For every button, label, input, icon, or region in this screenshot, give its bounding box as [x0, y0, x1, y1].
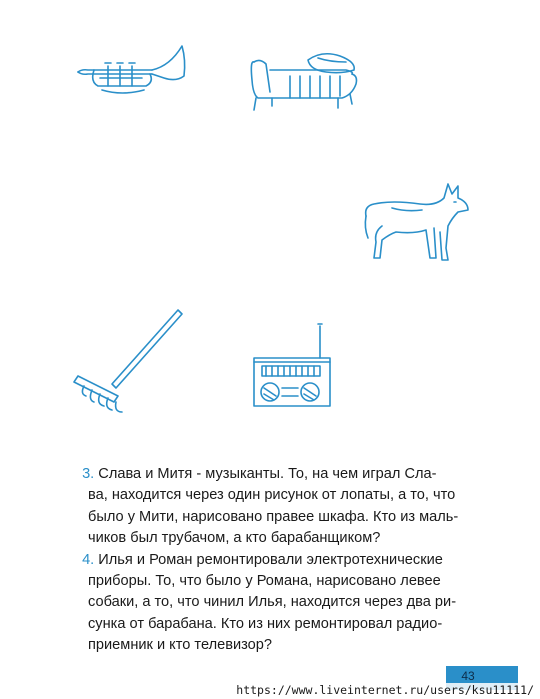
bed-illustration [242, 40, 370, 112]
task-line: собаки, а то, что чинил Илья, находится через два ри- [88, 594, 457, 611]
task-number: 4. [82, 551, 95, 568]
task-4 [78, 550, 508, 657]
tasks-text [78, 464, 508, 657]
task-line: приборы. То, что было у Романа, нарисовано левее [88, 573, 441, 590]
task-line: ва, находится через один рисунок от лопаты, а то, что [88, 487, 456, 504]
watermark-url: https://www.liveinternet.ru/users/ksu11111/ [236, 683, 534, 697]
task-line: сунка от барабана. Кто из них ремонтировал радио- [88, 615, 443, 632]
task-line: чиков был трубачом, а кто барабанщиком? [88, 530, 381, 547]
task-line: 4. Илья и Роман ремонтировали электротехнические [82, 551, 443, 568]
task-line: было у Мити, нарисовано правее шкафа. Кто из маль- [88, 508, 459, 525]
dog-illustration [362, 178, 474, 268]
rake-illustration [70, 306, 186, 418]
rake-icon [70, 306, 186, 418]
trumpet-illustration [72, 38, 192, 98]
radio-illustration [250, 322, 336, 412]
bed-icon [242, 40, 370, 112]
task-line: 3. Слава и Митя - музыканты. То, на чем играл Сла- [82, 466, 437, 482]
page-number: 43 [461, 669, 475, 683]
radio-icon [250, 322, 336, 412]
task-number: 3. [82, 466, 95, 482]
dog-icon [362, 178, 474, 268]
task-line: приемник и кто телевизор? [88, 637, 272, 654]
trumpet-icon [72, 38, 192, 98]
task-3 [78, 464, 508, 550]
